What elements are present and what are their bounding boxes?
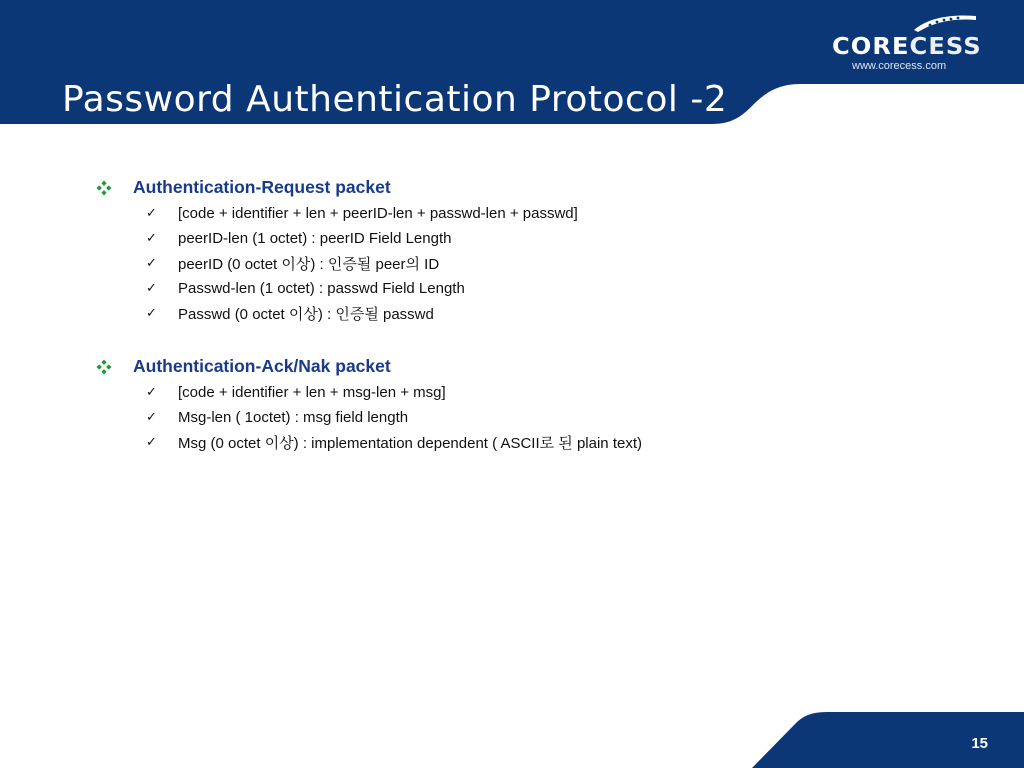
list-item xyxy=(94,251,974,276)
checkmark-icon: ✓ xyxy=(146,410,157,425)
checkmark-icon: ✓ xyxy=(146,306,157,321)
checkmark-icon: ✓ xyxy=(146,231,157,246)
list-item xyxy=(94,276,974,301)
list-item-text: Passwd (0 octet 이상) : 인증될 passwd xyxy=(178,306,434,323)
list-item-text: [code + identifier + len + msg-len + msg] xyxy=(178,384,446,401)
section-header xyxy=(94,353,974,380)
list-item xyxy=(94,201,974,226)
logo-name-part1: CORE xyxy=(832,34,910,60)
slide-title: Password Authentication Protocol -2 xyxy=(62,79,728,120)
checkmark-icon: ✓ xyxy=(146,385,157,400)
page-number: 15 xyxy=(971,735,988,752)
logo-url: www.corecess.com xyxy=(852,60,947,72)
logo-wordmark xyxy=(832,34,982,60)
list-item xyxy=(94,301,974,326)
checkmark-icon: ✓ xyxy=(146,256,157,271)
logo-name-part2: CESS xyxy=(909,34,982,60)
checkmark-icon: ✓ xyxy=(146,281,157,296)
diamond-four-icon xyxy=(96,180,112,196)
section-request xyxy=(94,174,974,326)
list-item xyxy=(94,226,974,251)
list-item-text: peerID (0 octet 이상) : 인증될 peer의 ID xyxy=(178,256,440,273)
list-item-text: peerID-len (1 octet) : peerID Field Length xyxy=(178,230,452,247)
checkmark-icon: ✓ xyxy=(146,206,157,221)
list-item-text: Passwd-len (1 octet) : passwd Field Length xyxy=(178,280,465,297)
corecess-logo xyxy=(832,12,982,74)
logo-swoosh-icon xyxy=(910,12,980,34)
section-heading: Authentication-Ack/Nak packet xyxy=(133,356,391,376)
list-item-text: Msg (0 octet 이상) : implementation dependent ( ASCII로 된 plain text) xyxy=(178,435,642,452)
section-ack-nak xyxy=(94,353,974,455)
section-header xyxy=(94,174,974,201)
list-item xyxy=(94,405,974,430)
checkmark-icon: ✓ xyxy=(146,435,157,450)
section-heading: Authentication-Request packet xyxy=(133,177,391,197)
list-item xyxy=(94,380,974,405)
slide-content xyxy=(94,174,974,455)
diamond-four-icon xyxy=(96,359,112,375)
list-item-text: [code + identifier + len + peerID-len + passwd-len + passwd] xyxy=(178,205,578,222)
list-item-text: Msg-len ( 1octet) : msg field length xyxy=(178,409,409,426)
list-item xyxy=(94,430,974,455)
footer-banner xyxy=(0,700,1024,768)
